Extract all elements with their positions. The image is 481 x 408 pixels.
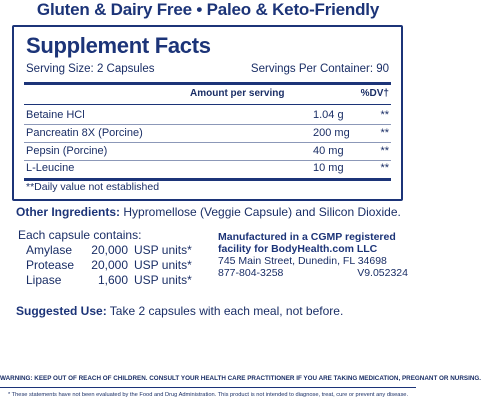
divider-thick [24,82,391,85]
manufacturer-line2: facility for BodyHealth.com LLC [218,243,378,255]
other-ingredients [16,205,401,219]
footer-divider [0,387,416,388]
ingredient-name: L-Leucine [26,162,75,174]
ingredient-dv: ** [380,109,389,121]
enzymes-heading: Each capsule contains: [18,228,142,242]
ingredient-name: Pepsin (Porcine) [26,145,108,157]
suggested-use [16,304,343,318]
ingredient-amount: 1.04 g [313,109,344,121]
supplement-facts-title: Supplement Facts [26,33,211,58]
facts-row [26,160,389,177]
facts-row [26,125,389,142]
label-version: V9.052324 [357,267,408,279]
ingredient-dv: ** [380,145,389,157]
daily-value-note: **Daily value not established [26,181,160,193]
enzyme-row [26,258,216,274]
enzyme-unit: USP units* [134,273,192,287]
manufacturer-info [218,231,408,279]
ingredient-name: Betaine HCl [26,109,85,121]
divider [24,104,391,105]
ingredient-name: Pancreatin 8X (Porcine) [26,127,143,139]
facts-row [26,107,389,124]
tagline: Gluten & Dairy Free • Paleo & Keto-Friendly [36,0,380,19]
enzyme-name: Protease [26,258,75,272]
ingredient-dv: ** [380,127,389,139]
manufacturer-phone: 877-804-3258 [218,267,284,279]
enzyme-row [26,243,216,259]
ingredient-dv: ** [380,162,389,174]
manufacturer-contact [218,267,408,279]
enzyme-value: 1,600 [97,273,128,287]
warning-text: WARNING: KEEP OUT OF REACH OF CHILDREN. CONSULT YOUR HEALTH CARE PRACTITIONER IF YOU ARE TAKING MEDICATION, PREGNANT OR NURSING. [0,375,481,382]
enzyme-name: Lipase [26,273,62,287]
ingredient-amount: 40 mg [313,145,344,157]
enzyme-unit: USP units* [134,258,192,272]
enzyme-value: 20,000 [91,258,128,272]
amount-per-serving-header: Amount per serving [190,88,285,99]
manufacturer-line1: Manufactured in a CGMP registered [218,231,396,243]
enzyme-row [26,273,216,289]
suggested-use-text: Take 2 capsules with each meal, not before. [106,304,344,318]
enzyme-value: 20,000 [91,243,128,257]
servings-per-container: Servings Per Container: 90 [250,63,389,75]
manufacturer-address: 745 Main Street, Dunedin, FL 34698 [218,255,387,267]
suggested-use-label: Suggested Use: [16,304,107,318]
serving-size: Serving Size: 2 Capsules [26,63,155,75]
facts-row [26,143,389,160]
enzyme-name: Amylase [26,243,73,257]
fda-disclaimer: * These statements have not been evaluated by the Food and Drug Administration. This product is not intended to diagnose, treat, cure or prevent any disease. [7,392,409,398]
daily-value-header: %DV† [360,88,389,99]
ingredient-amount: 200 mg [313,127,350,139]
supplement-facts-panel [12,25,403,201]
ingredient-amount: 10 mg [313,162,344,174]
enzyme-unit: USP units* [134,243,192,257]
other-ingredients-text: Hypromellose (Veggie Capsule) and Silicon Dioxide. [120,205,401,219]
other-ingredients-label: Other Ingredients: [16,205,121,219]
